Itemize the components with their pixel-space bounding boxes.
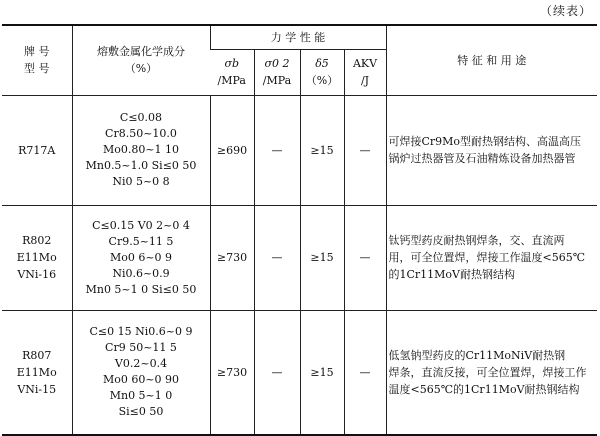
usage-line: 可焊接Cr9Mo型耐热钢结构、高温高压 (388, 135, 582, 148)
composition-header-line2: （%） (124, 62, 158, 76)
composition-line: Mn0 5~1 0 (109, 389, 173, 403)
composition-line: C≤0 15 Ni0.6~0 9 (89, 325, 193, 339)
akv-cell: — (344, 205, 386, 310)
composition-line: C≤0.08 (119, 111, 163, 124)
delta5-cell: ≥15 (300, 95, 344, 205)
grade-line: E11Mo (16, 251, 57, 264)
akv-header (344, 49, 386, 95)
grade-cell (2, 310, 72, 435)
composition-line: Mn0 5~1 0 Si≤0 50 (85, 282, 197, 296)
sigma-b-unit: /MPa (217, 74, 246, 87)
sigma-b-cell: ≥690 (210, 95, 254, 205)
sigma-02-cell: — (254, 95, 300, 205)
grade-header (2, 25, 72, 95)
grade-cell (2, 205, 72, 310)
usage-line: 低氢钠型药皮的Cr11MoNiV耐热钢 (388, 348, 566, 362)
composition-cell (72, 310, 210, 435)
sigma-02-cell: — (254, 205, 300, 310)
delta5-symbol: δ5 (315, 57, 329, 70)
mechanical-properties-header: 力 学 性 能 (210, 25, 386, 49)
table-row (2, 310, 597, 435)
composition-line: Mo0 60~0 90 (102, 373, 180, 387)
delta5-header (300, 49, 344, 95)
electrode-spec-table (2, 24, 597, 436)
sigma-02-unit: /MPa (262, 74, 292, 87)
composition-line: Mo0.80~1 10 (102, 143, 180, 156)
grade-header-line1: 牌 号 (24, 45, 50, 59)
composition-line: C≤0.15 V0 2~0 4 (92, 218, 190, 232)
grade-line: R802 (22, 234, 52, 247)
composition-header-line1: 熔敷金属化学成分 (97, 45, 185, 59)
akv-cell: — (344, 95, 386, 205)
composition-line: Mn0.5~1.0 Si≤0 50 (85, 159, 197, 172)
delta5-cell: ≥15 (300, 205, 344, 310)
usage-line: 锅炉过热器管及石油精炼设备加热器管 (388, 152, 576, 165)
usage-cell (386, 205, 597, 310)
usage-cell (386, 310, 597, 435)
grade-line: R807 (22, 348, 52, 362)
composition-line: Ni0.6~0.9 (112, 266, 170, 280)
grade-line: VNi-15 (17, 382, 57, 396)
sigma-02-header (254, 49, 300, 95)
composition-line: V0.2~0.4 (114, 357, 168, 371)
sigma-02-symbol: σ0 2 (264, 57, 290, 70)
usage-line: 温度<565℃的1Cr11MoV耐热钢结构 (388, 382, 580, 396)
composition-line: Cr9.5~11 5 (108, 234, 174, 248)
usage-line: 用，可全位置焊，焊接工作温度<565℃ (388, 251, 586, 264)
composition-header (72, 25, 210, 95)
sigma-b-header (210, 49, 254, 95)
composition-cell (72, 95, 210, 205)
grade-header-line2: 型 号 (24, 62, 50, 76)
usage-line: 的1Cr11MoV耐热钢结构 (388, 268, 515, 281)
table-row (2, 205, 597, 310)
delta5-cell: ≥15 (300, 310, 344, 435)
composition-line: Mo0 6~0 9 (109, 250, 173, 264)
akv-symbol: AKV (352, 57, 378, 70)
composition-line: Ni0 5~0 8 (112, 175, 170, 188)
composition-line: Cr8.50~10.0 (105, 127, 177, 140)
usage-header: 特 征 和 用 途 (386, 25, 597, 95)
akv-unit: /J (360, 74, 370, 87)
continued-label: （续表） (539, 4, 592, 18)
usage-cell (386, 95, 597, 205)
grade-line: VNi-16 (17, 268, 57, 281)
grade-line: R717A (18, 143, 56, 157)
sigma-b-cell: ≥730 (210, 310, 254, 435)
usage-line: 钛钙型药皮耐热钢焊条，交、直流两 (388, 234, 565, 247)
sigma-b-cell: ≥730 (210, 205, 254, 310)
sigma-b-symbol: σb (224, 57, 240, 70)
grade-line: E11Mo (16, 365, 57, 379)
table-row (2, 95, 597, 205)
sigma-02-cell: — (254, 310, 300, 435)
composition-line: Cr9 50~11 5 (105, 341, 177, 355)
delta5-unit: （%） (305, 74, 339, 87)
grade-cell (2, 95, 72, 205)
akv-cell: — (344, 310, 386, 435)
composition-line: Si≤0 50 (118, 405, 164, 419)
composition-cell (72, 205, 210, 310)
usage-line: 焊条，直流反接，可全位置焊，焊接工作 (388, 365, 587, 379)
